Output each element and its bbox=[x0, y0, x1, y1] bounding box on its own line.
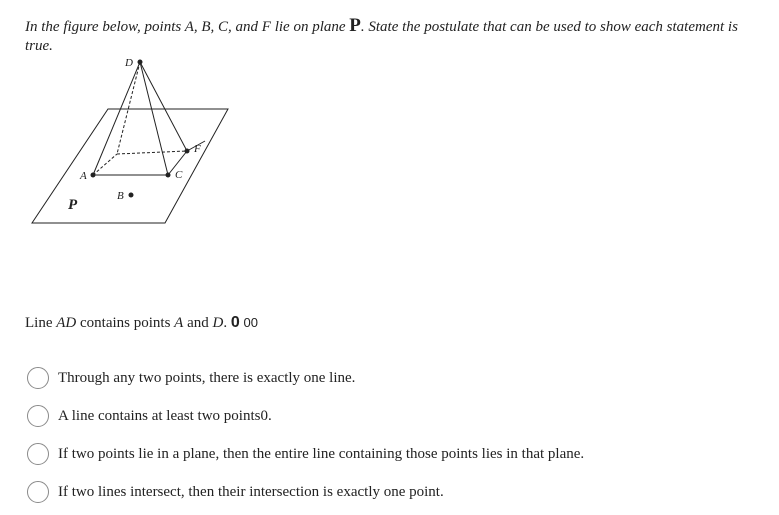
answer-option-4[interactable] bbox=[27, 473, 767, 511]
label-a: A bbox=[80, 170, 87, 182]
answer-option-2-label[interactable]: A line contains at least two points0. bbox=[58, 408, 272, 424]
radio-button-3[interactable] bbox=[27, 443, 49, 465]
answer-options bbox=[27, 359, 767, 511]
point-a bbox=[91, 173, 96, 178]
statement-point-2: D bbox=[212, 315, 224, 331]
label-b: B bbox=[117, 190, 124, 202]
label-d: D bbox=[125, 57, 133, 69]
statement-zero-tail: 00 bbox=[243, 315, 258, 330]
plane-p-outline bbox=[32, 109, 228, 223]
statement-period: . bbox=[223, 315, 231, 331]
hidden-edge-a-back bbox=[93, 154, 117, 175]
radio-button-4[interactable] bbox=[27, 481, 49, 503]
point-f bbox=[185, 149, 190, 154]
radio-button-2[interactable] bbox=[27, 405, 49, 427]
point-c bbox=[166, 173, 171, 178]
label-f: F bbox=[194, 143, 201, 155]
geometry-figure bbox=[25, 52, 240, 230]
statement-line-name: AD bbox=[56, 315, 77, 331]
answer-option-2[interactable] bbox=[27, 397, 767, 435]
hidden-edge-back-f bbox=[117, 151, 187, 154]
statement-text bbox=[25, 313, 258, 333]
answer-option-1-label[interactable]: Through any two points, there is exactly one line. bbox=[58, 370, 356, 386]
prompt-text-end: . State the postulate that can be used to show each statement is true. bbox=[25, 19, 738, 54]
answer-option-4-label[interactable]: If two lines intersect, then their intersection is exactly one point. bbox=[58, 484, 444, 500]
line-dc bbox=[140, 62, 168, 175]
pyramid-plane-diagram bbox=[25, 52, 240, 230]
point-d bbox=[138, 60, 143, 65]
answer-option-3[interactable] bbox=[27, 435, 767, 473]
label-plane-p: P bbox=[68, 197, 78, 213]
statement-middle: contains points bbox=[76, 315, 175, 331]
answer-option-1[interactable] bbox=[27, 359, 767, 397]
radio-button-1[interactable] bbox=[27, 367, 49, 389]
line-df bbox=[140, 62, 187, 151]
statement-lead: Line bbox=[25, 315, 57, 331]
statement-and: and bbox=[183, 315, 213, 331]
point-b bbox=[129, 193, 134, 198]
label-c: C bbox=[175, 169, 183, 181]
question-prompt bbox=[25, 16, 760, 56]
line-ad bbox=[93, 62, 140, 175]
statement-zero-bold: 0 bbox=[230, 314, 240, 331]
prompt-plane-name: P bbox=[349, 15, 361, 36]
statement-point-1: A bbox=[174, 315, 184, 331]
answer-option-3-label[interactable]: If two points lie in a plane, then the entire line containing those points lies in that plane. bbox=[58, 446, 585, 462]
prompt-text-start: In the figure below, points A, B, C, and F lie on plane bbox=[25, 19, 350, 35]
